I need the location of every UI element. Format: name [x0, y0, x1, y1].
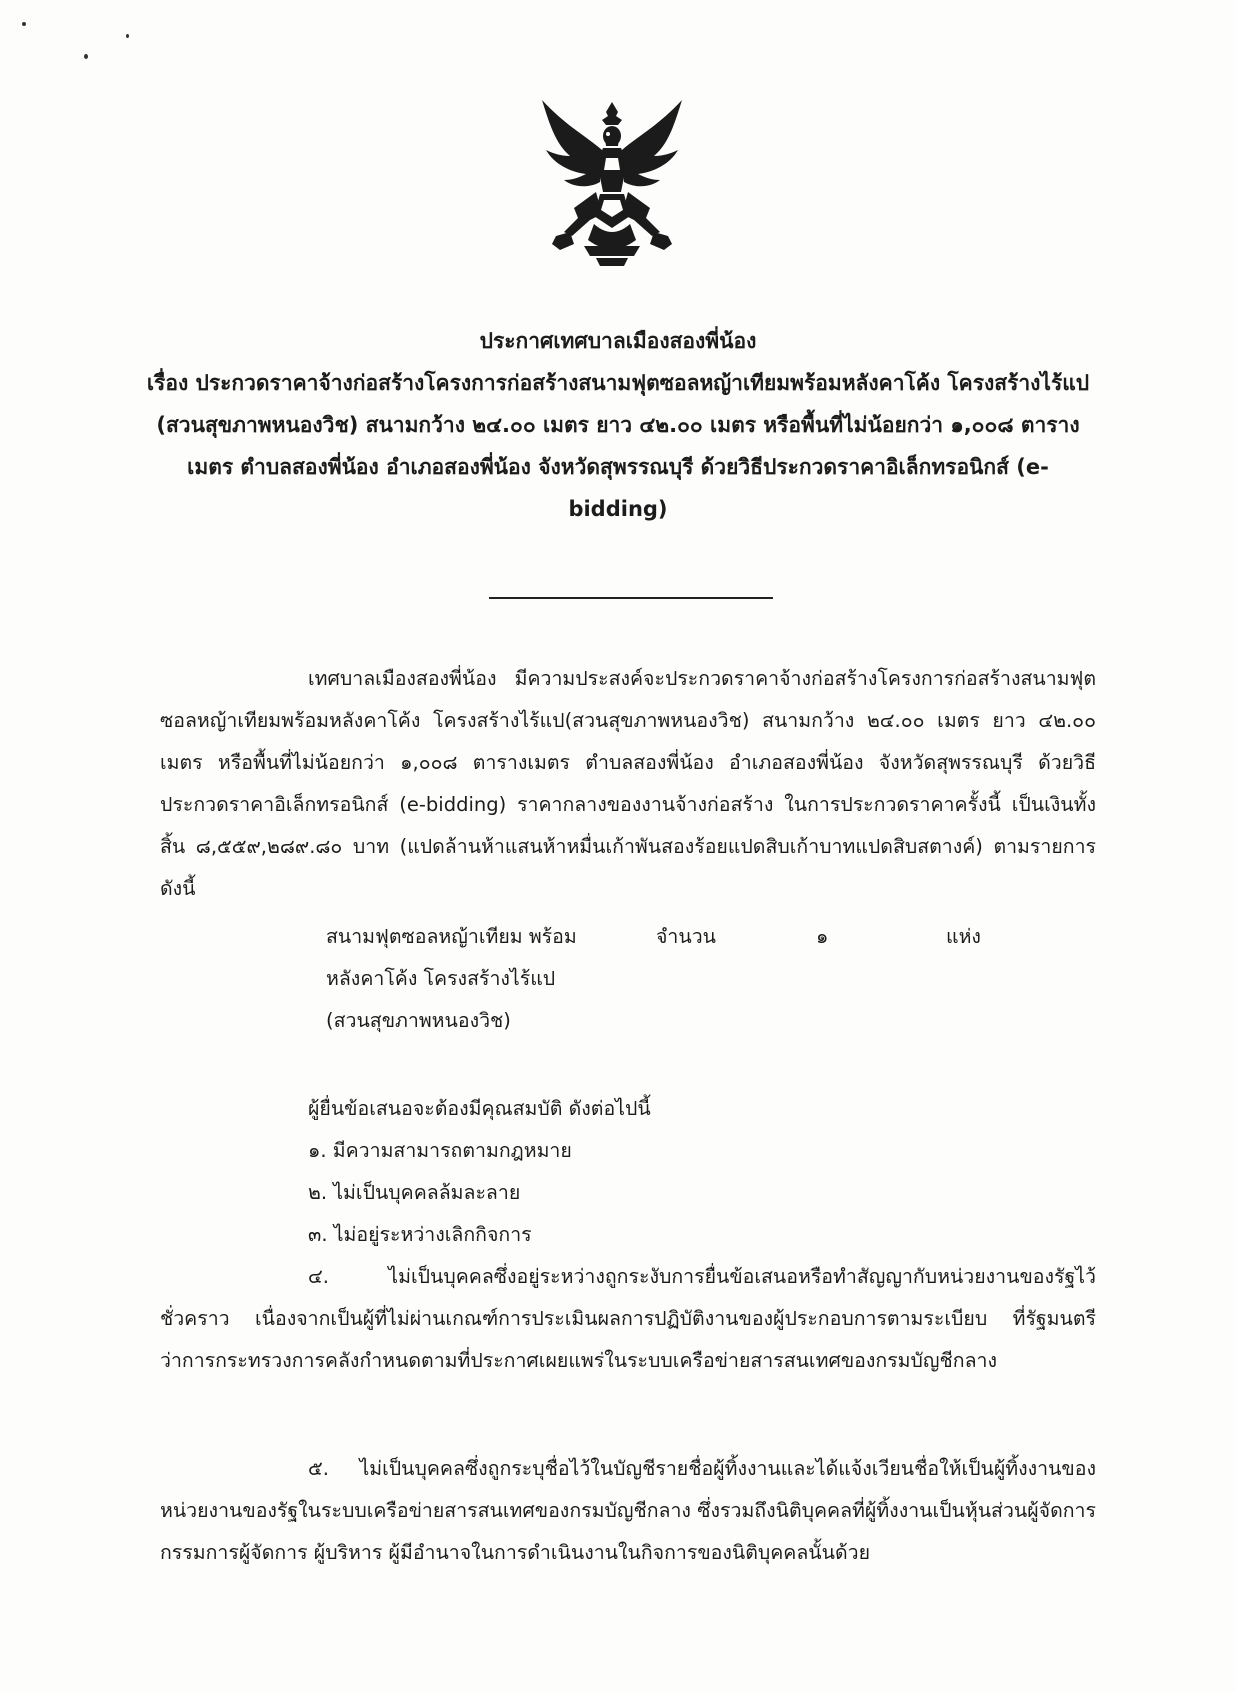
item-unit: แห่ง	[946, 925, 981, 948]
document-title: ประกาศเทศบาลเมืองสองพี่น้อง	[479, 329, 757, 353]
title-divider	[489, 597, 773, 599]
item-name-line3: (สวนสุขภาพหนองวิช)	[326, 1009, 511, 1032]
intro-paragraph-text: เทศบาลเมืองสองพี่น้อง มีความประสงค์จะประกวดราคาจ้างก่อสร้างโครงการก่อสร้างสนามฟุตซอลหญ้าเทียมพร้อมหลังคาโค้ง โครงสร้างไร้แป(สวนสุขภาพหนองวิช) สนามกว้าง ๒๔.๐๐ เมตร ยาว ๔๒.๐๐ เมตร หรือพื้นที่ไม่น้อยกว่า ๑,๐๐๘ ตารางเมตร ตำบลสองพี่น้อง อำเภอสองพี่น้อง จังหวัดสุพรรณบุรี ด้วยวิธีประกวดราคาอิเล็กทรอนิกส์ (e-bidding) ราคากลางของงานจ้างก่อสร้าง ในการประกวดราคาครั้งนี้ เป็นเงินทั้งสิ้น ๘,๕๕๙,๒๘๙.๘๐ บาท (แปดล้านห้าแสนห้าหมื่นเก้าพันสองร้อยแปดสิบเก้าบาทแปดสิบสตางค์) ตามรายการ ดังนี้	[160, 667, 1096, 900]
document-subject: เรื่อง ประกวดราคาจ้างก่อสร้างโครงการก่อสร้างสนามฟุตซอลหญ้าเทียมพร้อมหลังคาโค้ง โครงสร้างไร้แป (สวนสุขภาพหนองวิช) สนามกว้าง ๒๔.๐๐ เมตร ยาว ๔๒.๐๐ เมตร หรือพื้นที่ไม่น้อยกว่า ๑,๐๐๘ ตาราง เมตร ตำบลสองพี่น้อง อำเภอสองพี่น้อง จังหวัดสุพรรณบุรี ด้วยวิธีประกวดราคาอิเล็กทรอนิกส์ (e-bidding)	[146, 371, 1090, 521]
item-name-line2: หลังคาโค้ง โครงสร้างไร้แป	[326, 967, 556, 990]
item-quantity: ๑	[816, 925, 829, 948]
qualification-4-text: ๔. ไม่เป็นบุคคลซึ่งอยู่ระหว่างถูกระงับการยื่นข้อเสนอหรือทำสัญญากับหน่วยงานของรัฐไว้ชั่วคราว เนื่องจากเป็นผู้ที่ไม่ผ่านเกณฑ์การประเมินผลการปฏิบัติงานของผู้ประกอบการตามระเบียบ ที่รัฐมนตรีว่าการกระทรวงการคลังกำหนดตามที่ประกาศเผยแพร่ในระบบเครือข่ายสารสนเทศของกรมบัญชีกลาง	[160, 1265, 1096, 1372]
item-name-line1: สนามฟุตซอลหญ้าเทียม พร้อม	[326, 925, 577, 948]
list-item: ๑. มีความสามารถตามกฎหมาย	[308, 1139, 572, 1162]
item-row	[326, 958, 1096, 1000]
qualification-5	[160, 1448, 1096, 1574]
item-table	[326, 916, 1096, 1042]
scan-speck	[126, 34, 129, 38]
item-row	[326, 1000, 1096, 1042]
scan-speck	[84, 54, 88, 59]
qualifications-list	[308, 1130, 572, 1256]
qualifications-intro: ผู้ยื่นข้อเสนอจะต้องมีคุณสมบัติ ดังต่อไปนี้	[308, 1097, 651, 1120]
qualification-4	[160, 1256, 1096, 1382]
list-item: ๓. ไม่อยู่ระหว่างเลิกกิจการ	[308, 1223, 532, 1246]
item-quantity-label: จำนวน	[656, 925, 716, 948]
garuda-emblem-icon	[536, 96, 688, 268]
list-item: ๒. ไม่เป็นบุคคลล้มละลาย	[308, 1181, 521, 1204]
item-row	[326, 916, 1096, 958]
qualification-5-text: ๕. ไม่เป็นบุคคลซึ่งถูกระบุชื่อไว้ในบัญชีรายชื่อผู้ทิ้งงานและได้แจ้งเวียนชื่อให้เป็นผู้ทิ้งงานของหน่วยงานของรัฐในระบบเครือข่ายสารสนเทศของกรมบัญชีกลาง ซึ่งรวมถึงนิติบุคคลที่ผู้ทิ้งงานเป็นหุ้นส่วนผู้จัดการ กรรมการผู้จัดการ ผู้บริหาร ผู้มีอำนาจในการดำเนินงานในกิจการของนิติบุคคลนั้นด้วย	[160, 1457, 1096, 1564]
intro-paragraph	[160, 658, 1096, 910]
scan-speck	[22, 22, 26, 26]
